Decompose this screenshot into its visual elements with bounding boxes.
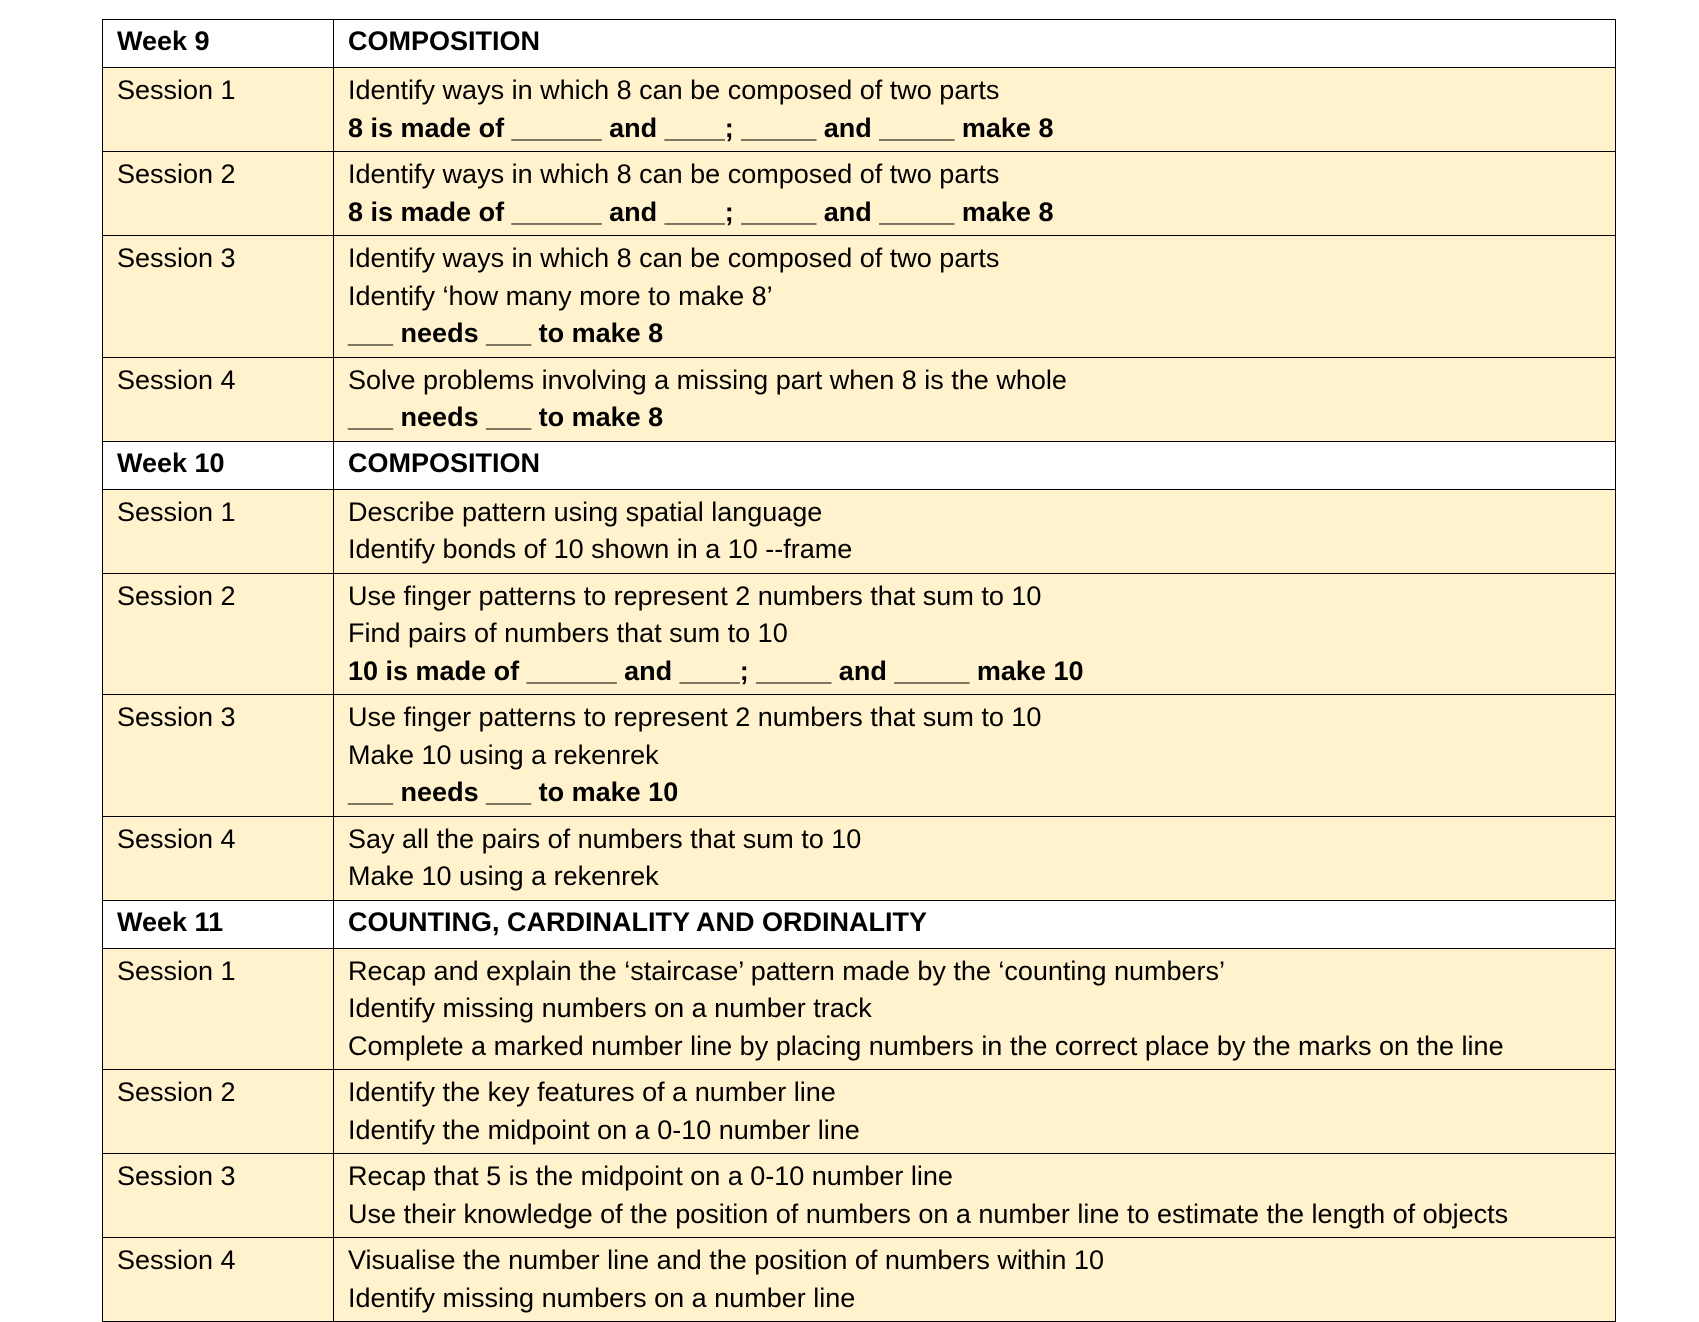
objective-line: Identify the midpoint on a 0-10 number line [348, 1114, 860, 1145]
objective-line: Solve problems involving a missing part when 8 is the whole [348, 364, 1067, 395]
objective-line: Identify ‘how many more to make 8’ [348, 280, 773, 311]
session-objectives [334, 948, 1616, 1070]
week-label: Week 11 [103, 900, 334, 948]
session-objectives [334, 573, 1616, 695]
objective-line: Make 10 using a rekenrek [348, 861, 659, 891]
session-objectives [334, 816, 1616, 900]
session-objectives [334, 695, 1616, 817]
session-objectives [334, 1238, 1616, 1322]
objective-line: Use their knowledge of the position of numbers on a number line to estimate the length of objects [348, 1198, 1509, 1229]
session-label-text: Session 1 [117, 955, 236, 986]
session-objectives [334, 1154, 1616, 1238]
sentence-stem: ___ needs ___ to make 10 [348, 777, 679, 807]
objective-line: Identify ways in which 8 can be composed of two parts [348, 159, 1000, 189]
lesson-plan-table [102, 19, 1616, 1322]
objective-line: Make 10 using a rekenrek [348, 739, 659, 770]
objective-line: Identify ways in which 8 can be composed of two parts [348, 243, 1000, 273]
session-label [103, 1154, 334, 1238]
lesson-plan-body [103, 20, 1616, 1322]
session-label-text: Session 4 [117, 1245, 236, 1275]
objective-line: Identify missing numbers on a number track [348, 993, 872, 1023]
session-row [103, 68, 1616, 152]
week-label: Week 9 [103, 20, 334, 68]
sentence-stem: 8 is made of ______ and ____; _____ and _____ make 8 [348, 112, 1054, 143]
session-objectives [334, 357, 1616, 441]
objective-line: Use finger patterns to represent 2 numbers that sum to 10 [348, 580, 1042, 611]
objective-line: Find pairs of numbers that sum to 10 [348, 618, 788, 648]
session-objectives [334, 152, 1616, 236]
week-header-row [103, 441, 1616, 489]
session-objectives [334, 68, 1616, 152]
sentence-stem: 10 is made of ______ and ____; _____ and _____ make 10 [348, 655, 1084, 686]
week-header-row [103, 20, 1616, 68]
session-label-text: Session 4 [117, 823, 236, 854]
objective-line: Identify ways in which 8 can be composed of two parts [348, 75, 1000, 105]
session-row [103, 1154, 1616, 1238]
session-label [103, 152, 334, 236]
session-label [103, 573, 334, 695]
week-label: Week 10 [103, 441, 334, 489]
session-label-text: Session 3 [117, 702, 236, 732]
session-label [103, 695, 334, 817]
sentence-stem: ___ needs ___ to make 8 [348, 402, 664, 432]
session-row [103, 816, 1616, 900]
objective-line: Say all the pairs of numbers that sum to 10 [348, 823, 862, 854]
session-objectives [334, 236, 1616, 358]
session-label-text: Session 2 [117, 580, 236, 611]
week-topic: COMPOSITION [334, 20, 1616, 68]
session-row [103, 1070, 1616, 1154]
session-row [103, 573, 1616, 695]
session-label-text: Session 2 [117, 1077, 236, 1107]
session-label-text: Session 3 [117, 243, 236, 273]
session-objectives [334, 1070, 1616, 1154]
session-row [103, 357, 1616, 441]
session-label [103, 236, 334, 358]
session-row [103, 948, 1616, 1070]
session-row [103, 1238, 1616, 1322]
session-label [103, 816, 334, 900]
session-label [103, 68, 334, 152]
session-objectives [334, 489, 1616, 573]
objective-line: Recap and explain the ‘staircase’ pattern made by the ‘counting numbers’ [348, 955, 1226, 986]
week-topic: COUNTING, CARDINALITY AND ORDINALITY [334, 900, 1616, 948]
session-row [103, 489, 1616, 573]
sentence-stem: 8 is made of ______ and ____; _____ and _____ make 8 [348, 196, 1054, 227]
session-label [103, 1238, 334, 1322]
objective-line: Complete a marked number line by placing numbers in the correct place by the marks on the line [348, 1030, 1504, 1061]
objective-line: Identify missing numbers on a number line [348, 1282, 856, 1313]
session-label-text: Session 1 [117, 75, 236, 105]
session-label-text: Session 3 [117, 1161, 236, 1191]
session-label [103, 1070, 334, 1154]
objective-line: Visualise the number line and the position of numbers within 10 [348, 1245, 1104, 1275]
session-label [103, 357, 334, 441]
session-label-text: Session 2 [117, 159, 236, 189]
session-row [103, 236, 1616, 358]
objective-line: Use finger patterns to represent 2 numbers that sum to 10 [348, 702, 1042, 732]
week-header-row [103, 900, 1616, 948]
session-row [103, 695, 1616, 817]
session-row [103, 152, 1616, 236]
session-label [103, 489, 334, 573]
sentence-stem: ___ needs ___ to make 8 [348, 318, 664, 348]
objective-line: Identify the key features of a number line [348, 1077, 836, 1107]
objective-line: Identify bonds of 10 shown in a 10 --frame [348, 534, 853, 564]
session-label [103, 948, 334, 1070]
objective-line: Describe pattern using spatial language [348, 496, 823, 527]
objective-line: Recap that 5 is the midpoint on a 0-10 number line [348, 1161, 953, 1191]
week-topic: COMPOSITION [334, 441, 1616, 489]
session-label-text: Session 1 [117, 496, 236, 527]
session-label-text: Session 4 [117, 364, 236, 395]
